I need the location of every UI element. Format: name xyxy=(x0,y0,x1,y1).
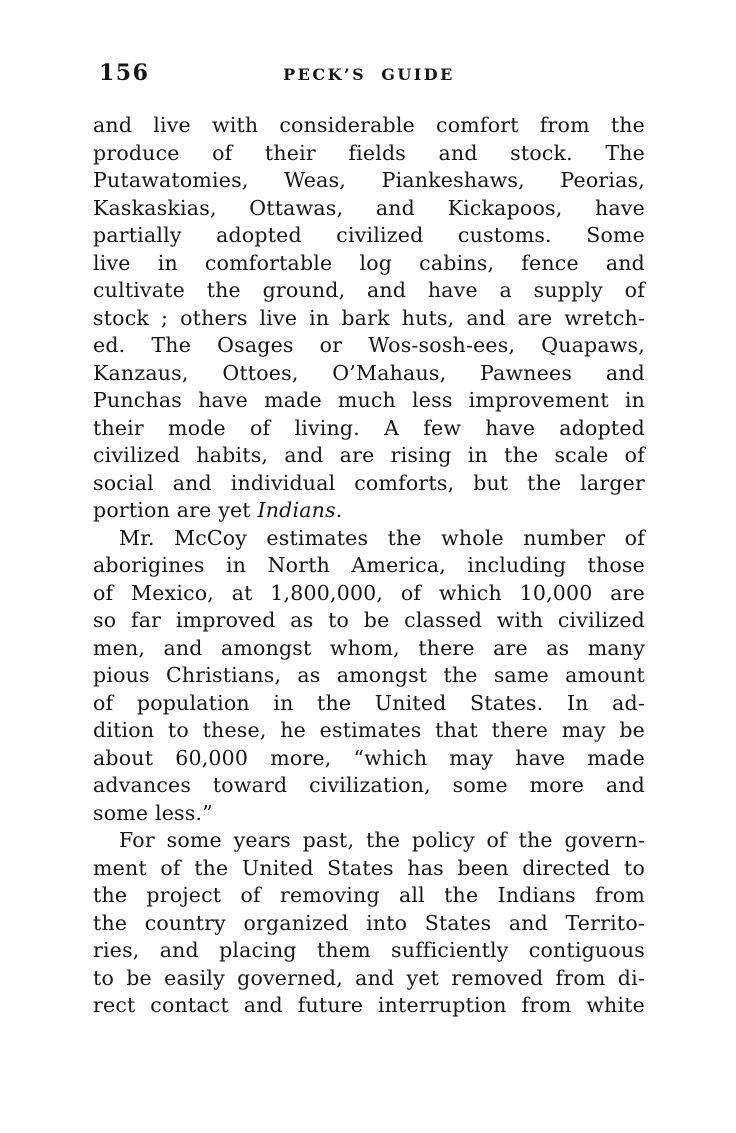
text-line: about 60,000 more, “which may have made xyxy=(93,745,645,770)
text-column xyxy=(93,112,645,1020)
text-line: ment of the United States has been directed to xyxy=(93,855,645,880)
text-line: of Mexico, at 1,800,000, of which 10,000 are xyxy=(93,580,645,605)
text-line: ed. The Osages or Wos-sosh-ees, Quapaws, xyxy=(93,333,645,357)
italic-word: Indians xyxy=(257,498,336,522)
text-line: rect contact and future interruption from white xyxy=(93,993,645,1017)
text-line: civilized habits, and are rising in the scale of xyxy=(93,443,645,467)
page-number: 156 xyxy=(99,60,150,86)
text-line: social and individual comforts, but the larger xyxy=(93,470,645,495)
text-line: Kaskaskias, Ottawas, and Kickapoos, have xyxy=(93,195,645,220)
text-line: the project of removing all the Indians from xyxy=(93,883,645,907)
running-header: PECK’S GUIDE xyxy=(283,65,455,84)
text-line: live in comfortable log cabins, fence and xyxy=(93,250,645,275)
text-line: advances toward civilization, some more and xyxy=(93,773,645,797)
text-line: dition to these, he estimates that there may be xyxy=(93,718,645,742)
text-line: Putawatomies, Weas, Piankeshaws, Peorias, xyxy=(93,168,645,192)
text-line: aborigines in North America, including those xyxy=(93,553,645,577)
text-line: some less.” xyxy=(93,800,213,825)
page-header xyxy=(93,60,645,86)
text-line: stock ; others live in bark huts, and are wretch- xyxy=(93,305,645,330)
text-line: the country organized into States and Territo- xyxy=(93,910,645,935)
text-line xyxy=(93,497,645,525)
text-line: produce of their fields and stock. The xyxy=(93,140,645,165)
text-line: partially adopted civilized customs. Some xyxy=(93,223,645,247)
text-line: their mode of living. A few have adopted xyxy=(93,415,645,440)
text-line: ries, and placing them sufficiently contiguous xyxy=(93,938,645,962)
text-line: Mr. McCoy estimates the whole number of xyxy=(119,525,645,550)
text-segment: portion are yet xyxy=(93,498,258,522)
text-line: Punchas have made much less improvement in xyxy=(93,388,645,412)
text-line: men, and amongst whom, there are as many xyxy=(93,635,645,660)
text-line: to be easily governed, and yet removed from di- xyxy=(93,965,645,990)
text-line: Kanzaus, Ottoes, O’Mahaus, Pawnees and xyxy=(93,360,645,385)
text-line: and live with considerable comfort from the xyxy=(93,113,645,137)
text-line: cultivate the ground, and have a supply of xyxy=(93,278,645,302)
text-line: For some years past, the policy of the govern- xyxy=(119,828,645,852)
text-line: so far improved as to be classed with civilized xyxy=(93,608,645,632)
text-line: of population in the United States. In ad- xyxy=(93,690,645,715)
text-segment: . xyxy=(335,498,343,522)
text-line: pious Christians, as amongst the same amount xyxy=(93,663,645,687)
